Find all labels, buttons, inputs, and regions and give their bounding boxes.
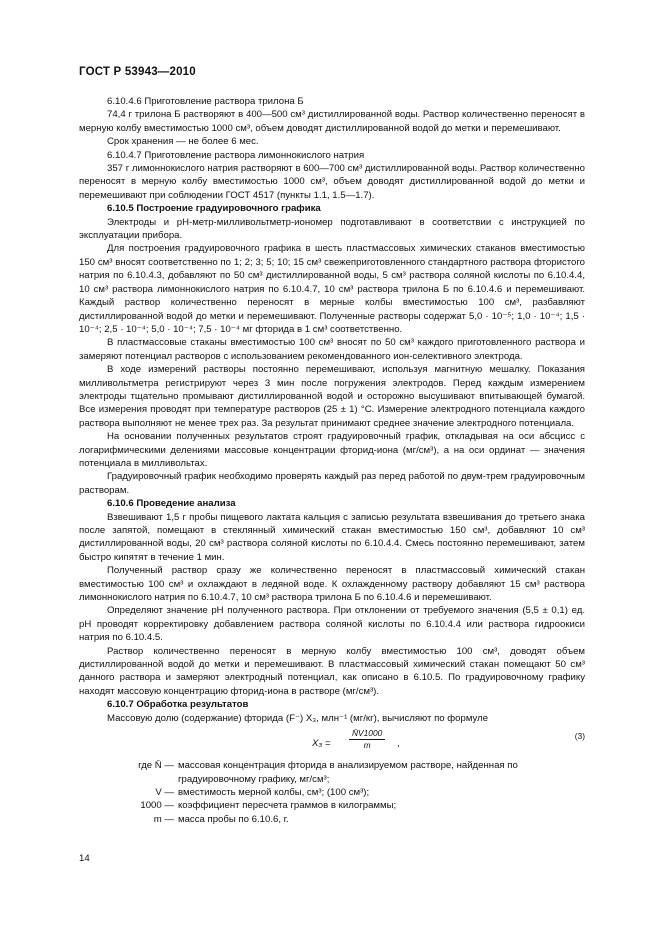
document-header: ГОСТ Р 53943—2010	[79, 66, 196, 78]
paragraph: 74,4 г трилона Б растворяют в 400—500 см³ дистиллированной воды. Раствор количественно переносят в мерную колбу вместимостью 1000 см³, объем доводят дистиллированной водой до метки и перемешивают.	[79, 109, 585, 134]
paragraph: Полученный раствор сразу же количественно переносят в пластмассовый химический стакан вместимостью 100 см³ и охлаждают в ледяной воде. К охлажденному раствору добавляют 15 см³ раствора лимоннокислого натрия по 6.10.4.7, 10 см³ раствора трилона Б по 6.10.4.6 и перемешивают.	[79, 565, 585, 604]
section-heading-6-10-7: 6.10.7 Обработка результатов	[107, 699, 249, 711]
definition-term: V —	[155, 786, 174, 798]
paragraph: Определяют значение рН полученного раствора. При отклонении от требуемого значения (5,5 ± 0,1) ед. рН проводят корректировку добавлением раствора соляной кислоты по 6.10.4.4 или раствора гидроокиси натрия по 6.10.4.5.	[79, 605, 585, 644]
definition-item	[67, 813, 585, 826]
paragraph: Раствор количественно переносят в мерную колбу вместимостью 100 см³, доводят объем дистиллированной водой до метки и перемешивают. В пластмассовый химический стакан помещают 50 см³ данного раствора и замеряют электродный потенциал, как описано в 6.10.5. По градуировочному графику находят массовую концентрацию фторид-иона в растворе (мг/см³).	[79, 645, 585, 697]
paragraph: Для построения градуировочного графика в шесть пластмассовых химических стаканов вместимостью 150 см³ вносят соответственно по 1; 2; 3; 5; 10; 15 см³ свежеприготовленного стандартного раствора фтористого натрия по 6.10.4.3, добавляют по 50 см³ дистиллированной воды, 5 см³ раствора соляной кислоты по 6.10.4.4, 10 см³ раствора лимоннокислого натрия по 6.10.4.7, 10 см³ раствора трилона Б по 6.10.4.6 и перемешивают. Каждый раствор количественно переносят в мерные колбы вместимостью 100 см³, разбавляют дистиллированной водой до метки и перемешивают. Полученные растворы содержат 5,0 · 10⁻⁵; 1,0 · 10⁻⁴; 1,5 · 10⁻⁴; 2,5 · 10⁻⁴; 5,0 · 10⁻⁴; 7,5 · 10⁻⁴ мг фторида в 1 см³ соответственно.	[79, 243, 585, 335]
formula-denominator: m	[363, 740, 371, 751]
paragraph: В ходе измерений растворы постоянно перемешивают, используя магнитную мешалку. Показания милливольтметра регистрируют через 3 мин после погружения электродов. Перед каждым измерением электроды тщательно промывают дистиллированной водой и осторожно высушивают впитывающей бумагой. Все измерения проводят при температуре растворов (25 ± 1) °С. Измерение электродного потенциала каждого раствора выполняют не менее трех раз. За результат принимают среднее значение электродного потенциала.	[79, 364, 585, 429]
formula-fraction	[349, 728, 385, 751]
definition-item	[67, 759, 585, 786]
definition-term: 1000 —	[140, 800, 174, 812]
paragraph: В пластмассовые стаканы вместимостью 100 см³ вносят по 50 см³ каждого приготовленного раствора и замеряют потенциал растворов с использованием рекомендованного ион-селективного электрода.	[79, 337, 585, 362]
section-heading-6-10-5: 6.10.5 Построение градуировочного графика	[107, 203, 321, 215]
paragraph-6-10-4-7-title: 6.10.4.7 Приготовление раствора лимоннокислого натрия	[107, 149, 365, 161]
formula-lhs: X₃ =	[312, 738, 331, 750]
paragraph: Массовую долю (содержание) фторида (F⁻) X₃, млн⁻¹ (мг/кг), вычисляют по формуле	[107, 712, 489, 724]
definition-item	[67, 786, 585, 799]
paragraph-6-10-4-6-title: 6.10.4.6 Приготовление раствора трилона Б	[107, 96, 304, 107]
paragraph: На основании полученных результатов строят градуировочный график, откладывая на оси абсцисс с логарифмическими делениями массовые концентрации фторид-иона (мг/см³), а на оси ординат — значения потенциала в милливольтах.	[79, 431, 585, 469]
section-heading-6-10-6: 6.10.6 Проведение анализа	[107, 498, 236, 510]
paragraph: Взвешивают 1,5 г пробы пищевого лактата кальция с записью результата взвешивания до третьего знака после запятой, помещают в стеклянный химический стакан вместимостью 150 см³, добавляют 10 см³ дистиллированной воды, 20 см³ раствора соляной кислоты по 6.10.4.4. Смесь постоянно перемешивают, затем быстро кипятят в течение 1 мин.	[79, 511, 585, 563]
definition-term: m —	[153, 813, 174, 825]
formula-number: (3)	[574, 731, 585, 742]
definition-desc: вместимость мерной колбы, см³; (100 см³);	[178, 786, 370, 798]
paragraph: Срок хранения — не более 6 мес.	[107, 136, 259, 148]
definition-desc: масса пробы по 6.10.6, г.	[178, 813, 289, 825]
document-body	[79, 95, 585, 826]
page-number: 14	[79, 853, 90, 864]
formula-numerator: N̄V1000	[349, 728, 385, 740]
formula-end: ,	[397, 738, 400, 750]
formula-3	[79, 727, 585, 757]
paragraph: Электроды и рН-метр-милливольтметр-иономер подготавливают в соответствии с инструкцией по эксплуатации прибора.	[79, 216, 585, 242]
definition-desc: коэффициент пересчета граммов в килограммы;	[178, 800, 397, 812]
definition-term: где N̄ —	[138, 760, 174, 772]
definition-item	[67, 799, 585, 812]
paragraph: Градуировочный график необходимо проверять каждый раз перед работой по двум-трем градуировочным растворам.	[79, 471, 585, 496]
paragraph: 357 г лимоннокислого натрия растворяют в 600—700 см³ дистиллированной воды. Раствор количественно переносят в мерную колбу вместимостью 1000 см³, объем доводят дистиллированной водой до метки и перемешивают при соблюдении ГОСТ 4517 (пункты 1.1, 1.5—1.7).	[79, 163, 585, 201]
definition-desc: массовая концентрация фторида в анализируемом растворе, найденная по градуировочному графику, мг/см³;	[178, 760, 518, 785]
